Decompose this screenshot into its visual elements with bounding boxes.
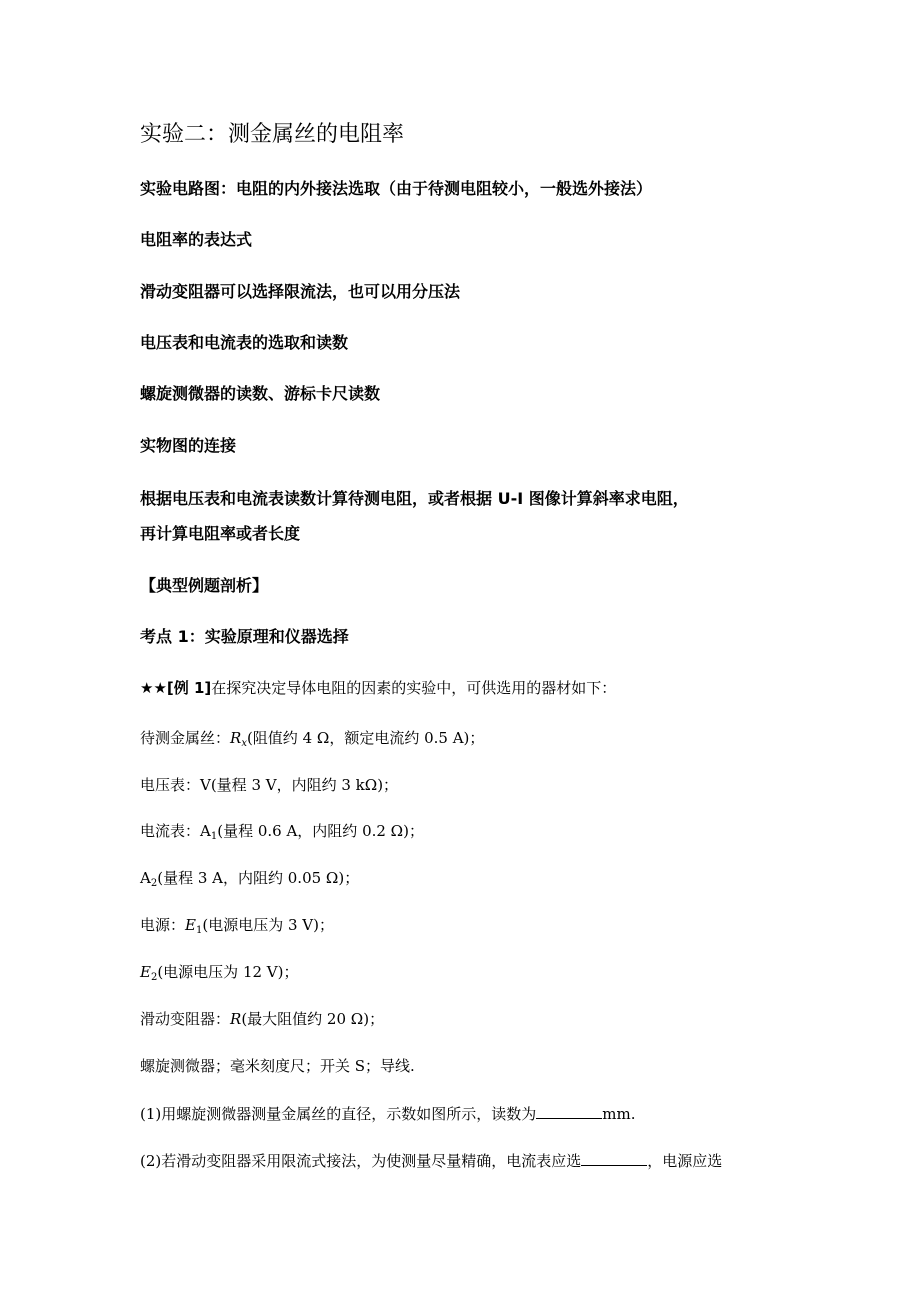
point-wiring: 实物图的连接 [140, 436, 237, 455]
example-text: 在探究决定导体电阻的因素的实验中，可供选用的器材如下： [211, 679, 617, 697]
question-2-tail: ，电源应选 [647, 1152, 723, 1170]
section-heading: 【典型例题剖析】 [140, 576, 269, 595]
example-label: [例 1] [166, 679, 212, 697]
item-e2-sub: 2 [150, 972, 158, 983]
question-1-text: (1)用螺旋测微器测量金属丝的直径，示数如图所示，读数为 [140, 1105, 537, 1123]
item-a1 [140, 822, 424, 840]
item-a2 [140, 869, 359, 887]
item-rx-rest: (阻值约 4 Ω，额定电流约 0.5 A)； [246, 729, 485, 747]
question-2-text: (2)若滑动变阻器采用限流式接法，为使测量尽量精确，电流表应选 [140, 1152, 582, 1170]
point-circuit: 实验电路图：电阻的内外接法选取（由于待测电阻较小，一般选外接法） [140, 179, 653, 198]
question-2 [140, 1151, 722, 1170]
item-a2-sub: 2 [150, 878, 158, 889]
item-a2-rest: (量程 3 A，内阻约 0.05 Ω)； [157, 869, 360, 887]
item-voltmeter: 电压表：V(量程 3 V，内阻约 3 kΩ)； [140, 776, 399, 794]
item-a1-prefix: 电流表：A [140, 822, 211, 840]
point-micrometer: 螺旋测微器的读数、游标卡尺读数 [140, 384, 381, 403]
example-intro [140, 679, 616, 697]
point-meters: 电压表和电流表的选取和读数 [140, 333, 349, 352]
item-e1 [140, 916, 334, 934]
item-r-symbol: R [230, 1010, 242, 1028]
item-e2-rest: (电源电压为 12 V)； [157, 963, 299, 981]
star-rating-icon: ★★ [140, 679, 167, 697]
item-r-rest: (最大阻值约 20 Ω)； [241, 1010, 385, 1028]
point-resistivity-formula: 电阻率的表达式 [140, 230, 253, 249]
item-e2-symbol: E [140, 963, 151, 981]
item-e2 [140, 963, 299, 981]
item-rheostat [140, 1010, 384, 1028]
kaodian-heading: 考点 1：实验原理和仪器选择 [140, 627, 349, 646]
item-e1-sub: 1 [195, 925, 203, 936]
item-misc: 螺旋测微器；毫米刻度尺；开关 S；导线. [140, 1057, 415, 1075]
item-r-prefix: 滑动变阻器： [140, 1010, 231, 1028]
answer-blank-ammeter[interactable] [581, 1151, 647, 1166]
question-1 [140, 1104, 635, 1123]
item-a1-sub: 1 [210, 831, 218, 842]
item-rx-sub: x [241, 738, 247, 749]
point-calc-line1: 根据电压表和电流表读数计算待测电阻，或者根据 U-I 图像计算斜率求电阻， [140, 489, 689, 508]
question-1-unit: mm. [602, 1105, 636, 1123]
item-rx [140, 729, 484, 747]
item-e1-rest: (电源电压为 3 V)； [202, 916, 334, 934]
item-a1-rest: (量程 0.6 A，内阻约 0.2 Ω)； [217, 822, 424, 840]
page-title: 实验二：测金属丝的电阻率 [140, 122, 405, 147]
answer-blank-diameter[interactable] [536, 1104, 602, 1119]
item-rx-symbol: R [230, 729, 242, 747]
point-calc-line2: 再计算电阻率或者长度 [140, 524, 301, 543]
item-rx-prefix: 待测金属丝： [140, 729, 231, 747]
item-e1-symbol: E [185, 916, 196, 934]
point-rheostat: 滑动变阻器可以选择限流法，也可以用分压法 [140, 282, 461, 301]
item-e1-prefix: 电源： [140, 916, 186, 934]
item-a2-prefix: A [140, 869, 151, 887]
